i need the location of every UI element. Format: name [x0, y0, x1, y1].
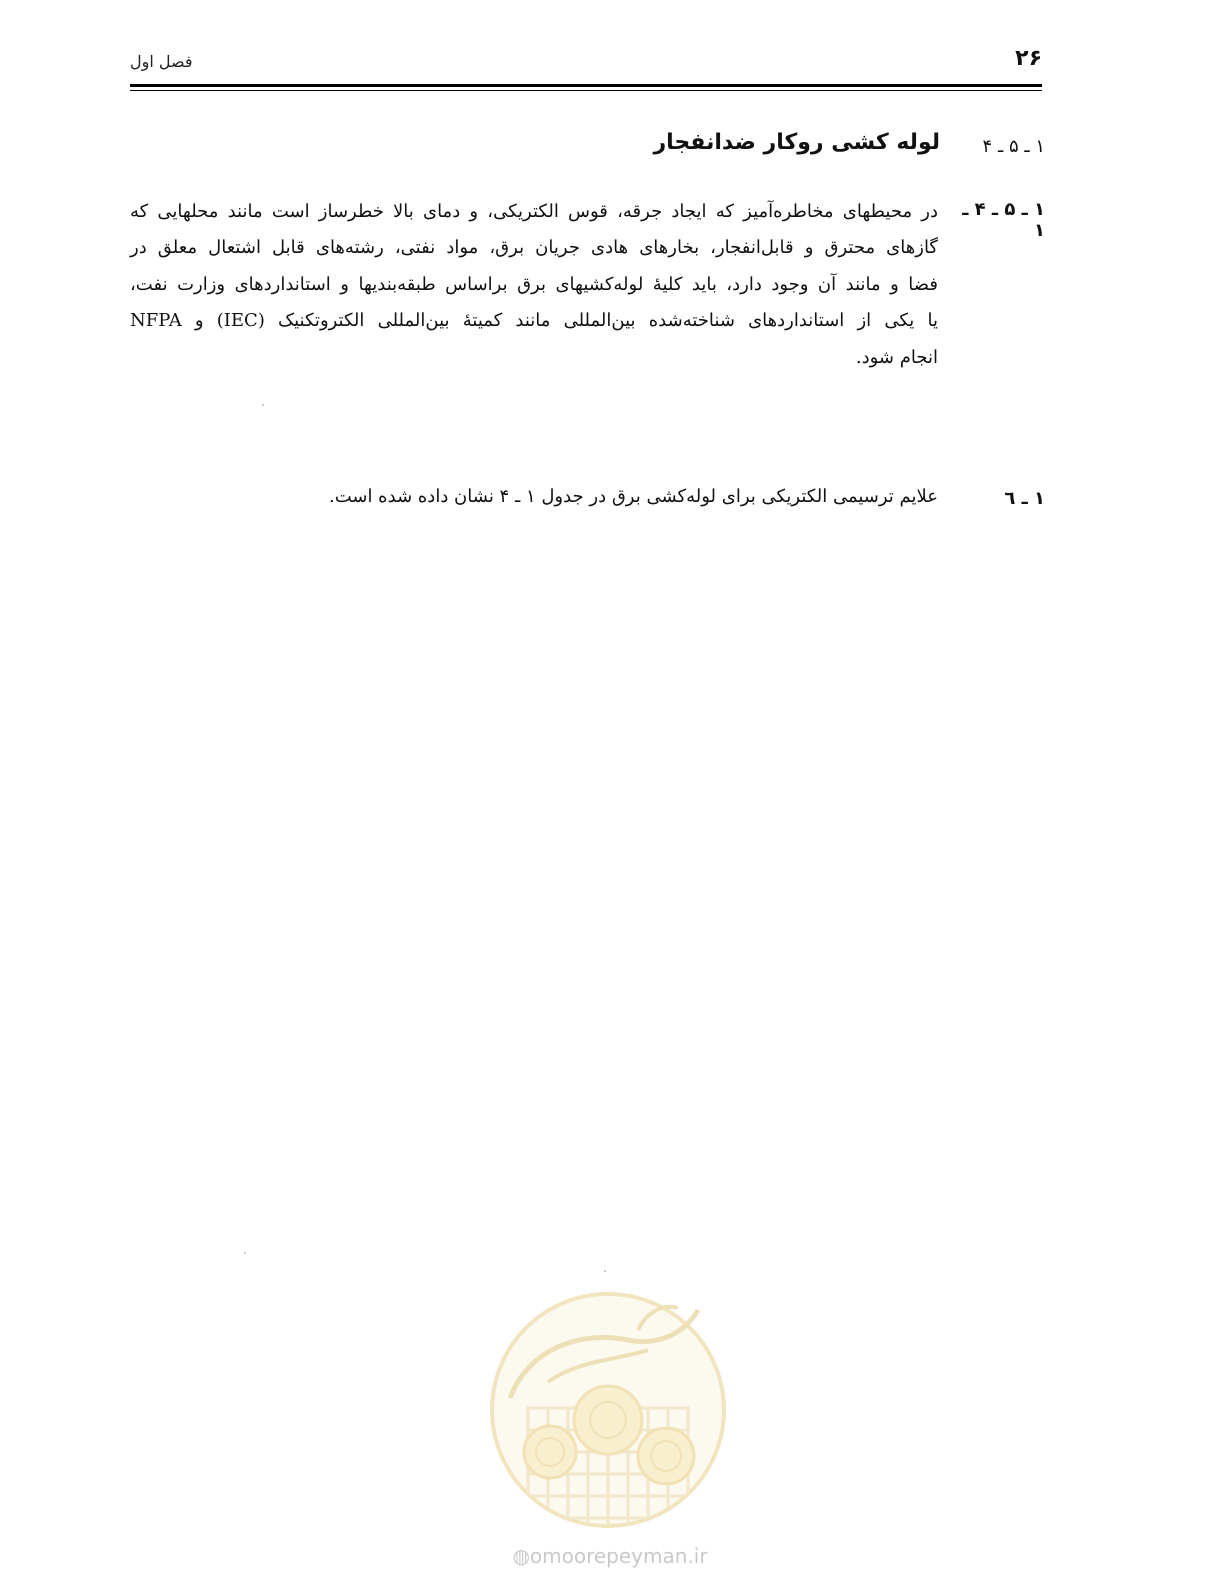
- scan-speck: [262, 404, 264, 406]
- watermark-logo: [488, 1290, 728, 1574]
- paragraph-line: انجام شود.: [855, 346, 938, 368]
- scan-speck: [604, 1270, 606, 1272]
- paragraph-line: گازهای محترق و قابل‌انفجار، بخارهای هادی جریان برق، مواد نفتی، رشته‌های قابل اشتعال معلق در: [130, 237, 938, 259]
- globe-icon: ◍: [512, 1544, 530, 1568]
- paragraph-body: [130, 194, 938, 376]
- paragraph-line: فضا و مانند آن وجود دارد، باید کلیهٔ لوله‌کشیهای برق براساس طبقه‌بندیها و استانداردهای وزارت نفت،: [130, 273, 938, 295]
- page-number: ۲۶: [1015, 46, 1042, 71]
- section-number: ۱ ـ ۵ ـ ۴: [982, 136, 1045, 157]
- paragraph-line: یا یکی از استانداردهای شناخته‌شده بین‌المللی مانند کمیتهٔ بین‌المللی الکتروتکنیک (IEC) و NFPA: [130, 310, 938, 332]
- watermark-url: [500, 1544, 720, 1568]
- chapter-title: فصل اول: [130, 52, 193, 71]
- header-rule-thick: [130, 84, 1042, 87]
- paragraph-number: ۱ ـ ۵ ـ ۴ ـ ۱: [962, 199, 1045, 241]
- section-heading: لوله کشی روکار ضدانفجار: [653, 130, 940, 155]
- section-number: ۱ ـ ٦: [1004, 488, 1045, 509]
- section-text: علایم ترسیمی الکتریکی برای لوله‌کشی برق در جدول ۱ ـ ۴ نشان داده شده است.: [328, 486, 938, 507]
- header-rule-thin: [130, 90, 1042, 91]
- scan-speck: [244, 1252, 246, 1254]
- paragraph-line: در محیطهای مخاطره‌آمیز که ایجاد جرقه، قوس الکتریکی، و دمای بالا خطرساز است مانند محلهایی که: [130, 201, 938, 222]
- watermark-url-text: omoorepeyman.ir: [529, 1544, 708, 1568]
